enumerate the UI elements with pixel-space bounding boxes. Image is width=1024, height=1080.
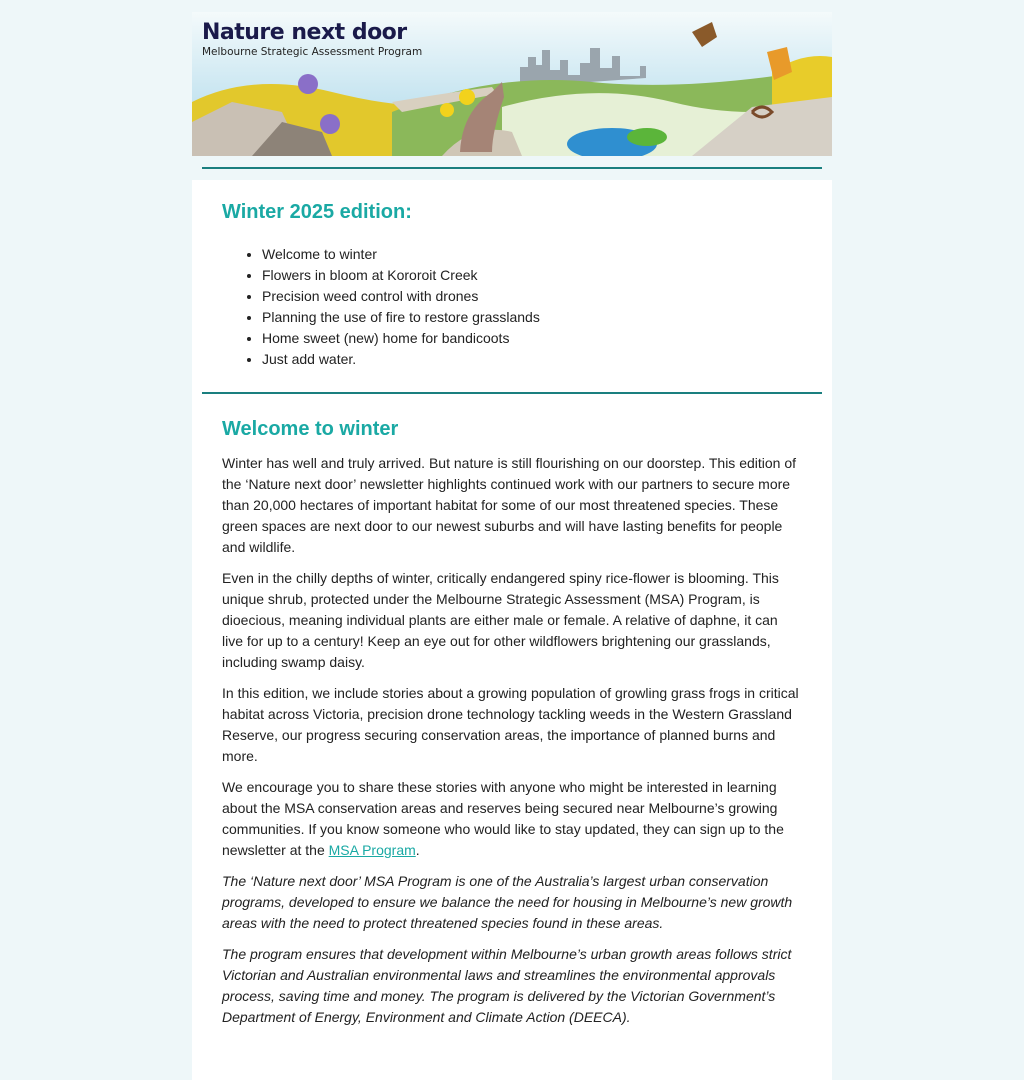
paragraph: The program ensures that development within Melbourne’s urban growth areas follows strict Victorian and Australian environmental laws and streamlines the environmental approvals process, saving time and money. The program is delivered by the Victorian Government’s Department of Energy, Environment and Climate Action (DEECA). [222,946,792,1025]
paragraph-text: . [415,842,420,858]
content-card [192,180,832,1080]
divider [202,392,822,394]
article-heading: Welcome to winter [222,418,399,440]
paragraph: Winter has well and truly arrived. But nature is still flourishing on our doorstep. This edition of the ‘Nature next door’ newsletter highlights continued work with our partners to secure more than 20,000 hectares of important habitat for some of our most threatened species. These green spaces are next door to our newest suburbs and will have lasting benefits for people and wildlife. [222,455,797,555]
header-banner [192,12,832,156]
paragraph: The ‘Nature next door’ MSA Program is one of the Australia’s largest urban conservation programs, developed to ensure we balance the need for housing in Melbourne’s new growth areas with the need to protect threatened species found in these areas. [222,873,793,931]
brand-logo [202,20,422,58]
list-item: • Planning the use of fire to restore grasslands [262,307,540,328]
paragraph [222,777,802,861]
brand-subtitle: Melbourne Strategic Assessment Program [202,46,423,58]
edition-heading: Winter 2025 edition: [222,201,412,223]
article-body [222,453,802,1038]
list-item: • Home sweet (new) home for bandicoots [262,328,540,349]
brand-title: Nature next door [202,20,407,45]
paragraph: Even in the chilly depths of winter, critically endangered spiny rice-flower is blooming. This unique shrub, protected under the Melbourne Strategic Assessment (MSA) Program, is dioecious, meaning individual plants are either male or female. A relative of daphne, it can live for up to a century! Keep an eye out for other wildflowers brightening our grasslands, including swamp daisy. [222,570,779,670]
paragraph: In this edition, we include stories about a growing population of growling grass frogs in critical habitat across Victoria, precision drone technology tackling weeds in the Western Grassland Reserve, our progress securing conservation areas, the importance of planned burns and more. [222,685,799,764]
divider [202,167,822,169]
list-item: • Flowers in bloom at Kororoit Creek [262,265,540,286]
contents-list [222,244,540,370]
paragraph-text: We encourage you to share these stories with anyone who might be interested in learning about the MSA conservation areas and reserves being secured near Melbourne’s growing communities. If you know someone who would like to stay updated, they can sign up to the newsletter at the [222,779,784,858]
list-item: • Just add water. [262,349,540,370]
list-item: • Precision weed control with drones [262,286,540,307]
msa-program-link[interactable]: MSA Program [328,842,416,858]
list-item: • Welcome to winter [262,244,540,265]
